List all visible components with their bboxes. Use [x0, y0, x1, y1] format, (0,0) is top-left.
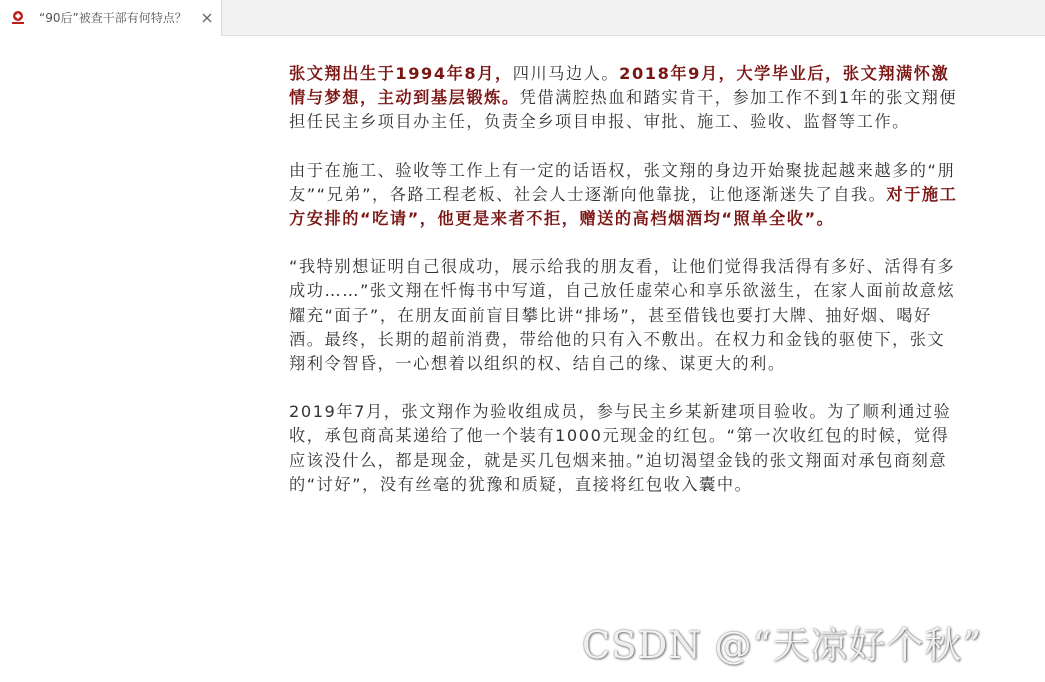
article-paragraph [289, 62, 959, 135]
body-text: 四川马边人。 [512, 64, 620, 83]
article-body [289, 62, 959, 497]
body-text: 由于在施工、验收等工作上有一定的话语权，张文翔的身边开始聚拢起越来越多的“朋友”“兄弟”，各路工程老板、社会人士逐渐向他靠拢，让他逐渐迷失了自我。 [289, 160, 956, 204]
emphasis-text: 对于施工方安排的“吃请”，他更是来者不拒，赠送的高档烟酒均“照单全收”。 [289, 184, 958, 229]
body-text: 凭借满腔热血和踏实肯干，参加工作不到1年的张文翔便担任民主乡项目办主任，负责全乡项目申报、审批、施工、验收、监督等工作。 [289, 88, 958, 132]
article-paragraph [289, 255, 959, 376]
close-icon[interactable] [198, 9, 216, 27]
tab-title: “90后”被查干部有何特点？ [39, 11, 187, 25]
body-text: “我特别想证明自己很成功，展示给我的朋友看，让他们觉得我活得有多好、活得有多成功……”张文翔在忏悔书中写道，自己放任虚荣心和享乐欲滋生，在家人面前故意炫耀充“面子”，在朋友面前盲目攀比讲“排场”，甚至借钱也要打大牌、抽好烟、喝好酒。最终，长期的超前消费，带给他的只有入不敷出。在权力和金钱的驱使下，张文翔利令智昏，一心想着以组织的权、结自己的缘、谋更大的利。 [289, 257, 956, 374]
watermark: CSDN @“天凉好个秋” [582, 624, 983, 667]
active-tab[interactable] [0, 0, 222, 36]
browser-tab-bar [0, 0, 1045, 36]
article-paragraph [289, 400, 959, 497]
article-paragraph [289, 159, 959, 232]
body-text: 2019年7月，张文翔作为验收组成员，参与民主乡某新建项目验收。为了顺利通过验收，承包商高某递给了他一个装有1000元现金的红包。“第一次收红包的时候，觉得应该没什么，都是现金，就是买几包烟来抽。”迫切渴望金钱的张文翔面对承包商刻意的“讨好”，没有丝毫的犹豫和质疑，直接将红包收入囊中。 [289, 402, 952, 494]
site-logo-icon [9, 9, 27, 27]
emphasis-text: 2018年9月，大学毕业后，张文翔满怀激情与梦想，主动到基层锻炼。 [289, 64, 950, 108]
emphasis-text: 张文翔出生于1994年8月， [289, 64, 513, 83]
